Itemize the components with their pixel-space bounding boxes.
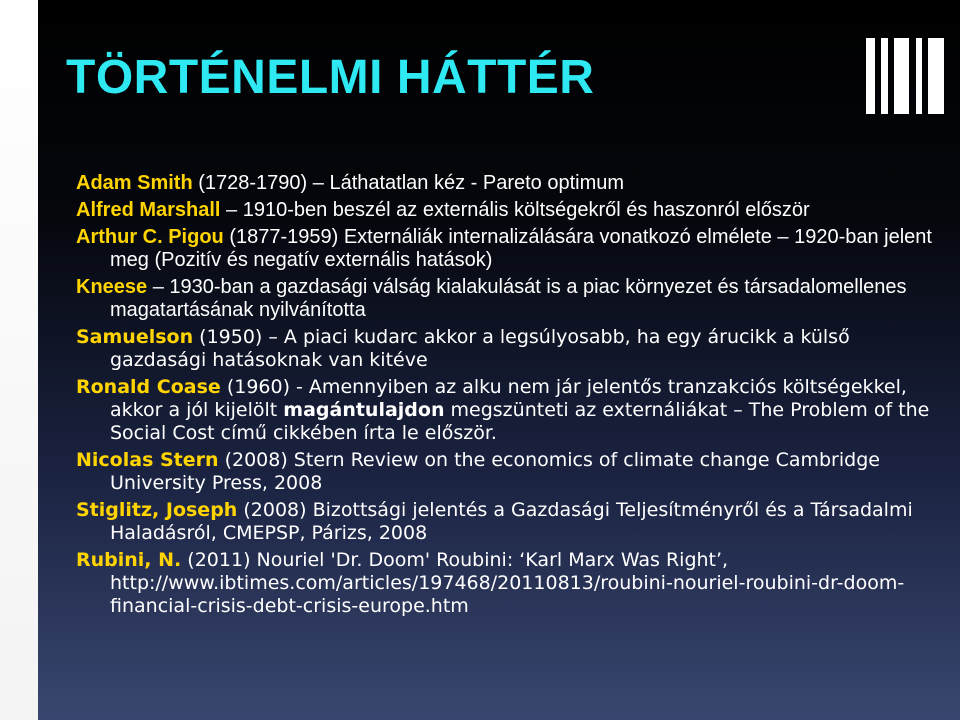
entry-name: Kneese <box>76 276 148 298</box>
slide-title: TÖRTÉNELMI HÁTTÉR <box>66 51 595 104</box>
entry-name: Ronald Coase <box>76 376 221 398</box>
entry-rubini <box>76 549 936 618</box>
left-accent-bar <box>0 0 38 720</box>
entry-name: Alfred Marshall <box>76 199 221 221</box>
entry-name: Adam Smith <box>76 172 193 194</box>
entry-name: Stiglitz, Joseph <box>76 499 238 521</box>
decorative-stripes <box>866 38 944 114</box>
entry-name: Arthur C. Pigou <box>76 226 224 248</box>
entry-stiglitz <box>76 499 936 545</box>
entry-text: (2011) Nouriel 'Dr. Doom' Roubini: ‘Karl Marx Was Right’, http://www.ibtimes.com/articles/197468/20110813/roubini-nouriel-roubini-dr-doom-financial-crisis-debt-crisis-europe.htm <box>110 549 905 617</box>
entry-nicolas-stern <box>76 449 936 495</box>
entry-text: (1728-1790) – Láthatatlan kéz - Pareto optimum <box>192 172 625 194</box>
entry-ronald-coase <box>76 376 936 445</box>
entry-text: (1960) - Amennyiben az alku nem jár jelentős tranzakciós költségekkel, akkor a jól kijelölt <box>110 376 907 421</box>
entry-name: Nicolas Stern <box>76 449 219 471</box>
entry-name: Samuelson <box>76 326 194 348</box>
entry-text: megszünteti az externáliákat – The Problem of the Social Cost című cikkében írta le először. <box>110 399 930 444</box>
entry-arthur-pigou <box>76 226 936 272</box>
entry-text: (1877-1959) Externáliák internalizálására vonatkozó elmélete – 1920-ban jelent meg (Pozitív és negatív externális hatások) <box>110 226 932 271</box>
entry-text: (1950) – A piaci kudarc akkor a legsúlyosabb, ha egy árucikk a külső gazdasági hatásoknak van kitéve <box>110 326 850 371</box>
history-entries <box>76 172 936 622</box>
entry-samuelson <box>76 326 936 372</box>
entry-name: Rubini, N. <box>76 549 182 571</box>
entry-alfred-marshall <box>76 199 936 222</box>
entry-text: – 1930-ban a gazdasági válság kialakulását is a piac környezet és társadalomellenes magatartásának nyilvánította <box>110 276 907 321</box>
entry-text: (2008) Stern Review on the economics of climate change Cambridge University Press, 2008 <box>110 449 880 494</box>
entry-bold-term: magántulajdon <box>283 399 445 421</box>
entry-adam-smith <box>76 172 936 195</box>
entry-kneese <box>76 276 936 322</box>
entry-text: (2008) Bizottsági jelentés a Gazdasági Teljesítményről és a Társadalmi Haladásról, CMEPSP, Párizs, 2008 <box>110 499 913 544</box>
entry-text: – 1910-ben beszél az externális költségekről és haszonról először <box>220 199 810 221</box>
